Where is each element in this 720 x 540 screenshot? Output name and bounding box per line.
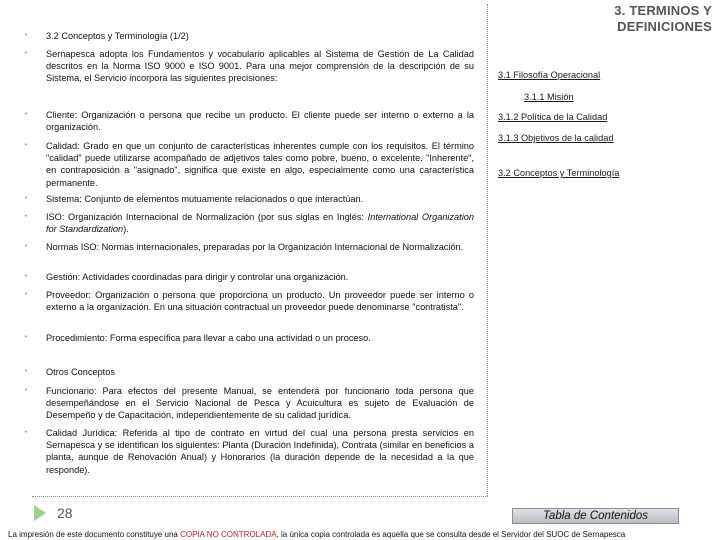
list-item	[24, 427, 474, 476]
divider-vertical	[487, 4, 488, 496]
list-item	[24, 109, 474, 133]
notice-red: COPIA NO CONTROLADA	[180, 530, 277, 539]
bullet-icon: ⁌	[24, 50, 28, 57]
list-item	[24, 140, 474, 189]
bullet-icon: ⁌	[24, 142, 28, 149]
next-arrow-icon[interactable]	[34, 505, 46, 521]
list-item	[24, 366, 474, 378]
iso-text-after: ).	[123, 224, 129, 235]
toc-link-objetivos[interactable]: 3.1.3 Objetivos de la calidad	[498, 133, 614, 143]
definition-proveedor: Proveedor: Organización o persona que proporciona un producto. Un proveedor puede ser interno o externo a la organización. En una situación contractual un proveedor puede denominarse "contratista".	[46, 290, 474, 313]
list-item	[24, 48, 474, 85]
bullet-icon: ⁌	[24, 111, 28, 118]
page-title-line-2: DEFINICIONES	[617, 19, 712, 34]
definition-cliente: Cliente: Organización o persona que recibe un producto. El cliente puede ser interno o externo a la organización.	[46, 110, 474, 133]
notice-before: La impresión de este documento constituye una	[8, 530, 181, 539]
subsection-heading: Otros Conceptos	[46, 367, 115, 377]
bullet-icon: ⁌	[24, 334, 28, 341]
list-item	[24, 332, 474, 344]
bullet-icon: ⁌	[24, 291, 28, 298]
bullet-icon: ⁌	[24, 213, 28, 220]
bullet-icon: ⁌	[24, 387, 28, 394]
bullet-icon: ⁌	[24, 32, 28, 39]
divider-horizontal	[32, 496, 488, 497]
uncontrolled-copy-notice	[8, 530, 718, 539]
definition-sistema: Sistema: Conjunto de elementos mutuamente relacionados o que interactúan.	[46, 194, 364, 204]
definition-normas-iso: Normas ISO: Normas internacionales, preparadas por la Organización Internacional de Normalización.	[46, 242, 464, 252]
bullet-icon: ⁌	[24, 429, 28, 436]
list-item	[24, 271, 474, 283]
bullet-icon: ⁌	[24, 243, 28, 250]
intro-paragraph: Sernapesca adopta los Fundamentos y vocabulario aplicables al Sistema de Gestión de La Calidad descritos en la Norma ISO 9000 e ISO 9001. Para una mejor comprensión de la descripción de su Sistema, el Servicio incorpora las siguientes precisiones:	[46, 49, 474, 84]
list-item	[24, 30, 474, 42]
page-title-line-1: 3. TERMINOS Y	[614, 3, 712, 18]
toc-link-mision[interactable]: 3.1.1 Misión	[524, 92, 574, 102]
toc-link-conceptos[interactable]: 3.2 Conceptos y Terminología	[498, 168, 620, 178]
notice-after: , la única copia controlada es aquella que se consulta desde el Servidor del SUOC de Sernapesca	[276, 530, 626, 539]
bullet-icon: ⁌	[24, 195, 28, 202]
definition-calidad-juridica: Calidad Jurídica: Referida al tipo de contrato en virtud del cual una persona presta servicios en Sernapesca y se identifican los siguientes: Planta (Duración Indefinida), Contrata (similar en beneficios a planta, aunque de Renovación Anual) y Honorarios (la duración depende de la necesidad a la que responde).	[46, 428, 474, 475]
iso-text-before: ISO: Organización Internacional de Normalización (por sus siglas en Inglés:	[46, 212, 368, 222]
definition-procedimiento: Procedimiento: Forma específica para llevar a cabo una actividad o un proceso.	[46, 333, 371, 343]
bullet-icon: ⁌	[24, 368, 28, 375]
toc-link-filosofia[interactable]: 3.1 Filosofía Operacional	[498, 70, 601, 80]
section-heading: 3.2 Conceptos y Terminología (1/2)	[46, 31, 189, 41]
definition-calidad: Calidad: Grado en que un conjunto de características inherentes cumple con los requisitos. El término "calidad" puede utilizarse acompañado de adjetivos tales como pobre, bueno, o excelente. "Inherente", en contraposición a "asignado", significa que existe en algo, especialmente como una característica permanente.	[46, 141, 474, 188]
toc-link-politica[interactable]: 3.1.2 Política de la Calidad	[498, 112, 608, 122]
page-title	[492, 3, 712, 35]
table-of-contents-button[interactable]: Tabla de Contenidos	[512, 508, 679, 524]
definition-iso	[46, 211, 474, 235]
bullet-icon: ⁌	[24, 273, 28, 280]
page-number: 28	[57, 505, 73, 521]
iso-text-italic: International Organization for Standardization	[46, 212, 474, 235]
list-item	[24, 193, 474, 205]
definition-gestion: Gestión: Actividades coordinadas para dirigir y controlar una organización.	[46, 272, 349, 282]
list-item	[24, 289, 474, 313]
definition-funcionario: Funcionario: Para efectos del presente Manual, se entenderá por funcionario toda persona que desempeñándose en el Servicio Nacional de Pesca y Acuicultura es sujeto de Evaluación de Desempeño y de Capacitación, independientemente de su calidad jurídica.	[46, 386, 474, 421]
list-item	[24, 241, 474, 253]
list-item	[24, 211, 474, 235]
list-item	[24, 385, 474, 422]
